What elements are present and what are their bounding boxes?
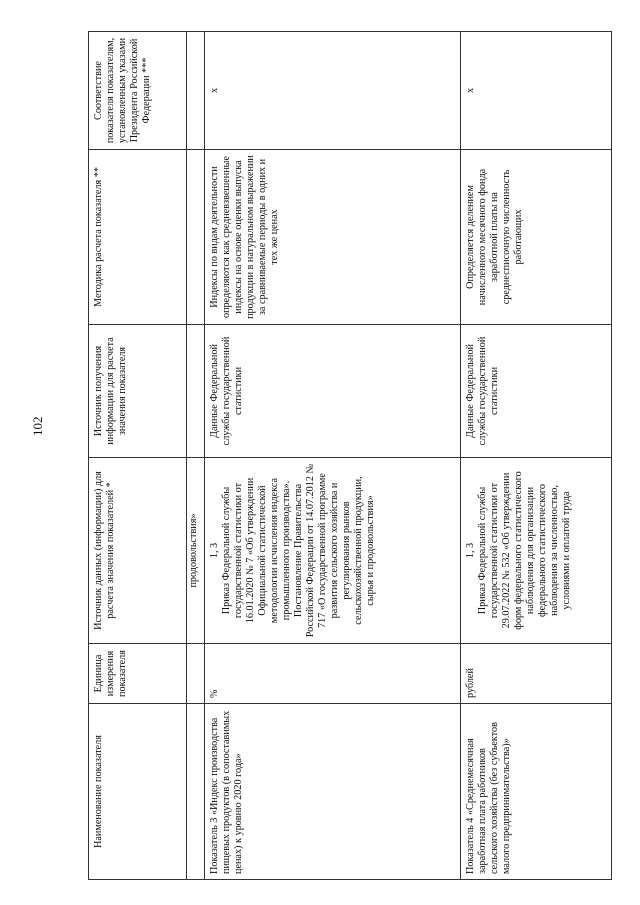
table-cell-empty — [187, 325, 204, 458]
data-source-codes: 1, 3 — [208, 542, 220, 559]
data-source-cell — [204, 458, 460, 644]
header-data-source: Источник данных (информации) для расчета значения показателей * — [89, 458, 187, 644]
unit-cell: рублей — [460, 644, 611, 704]
header-info-source: Источник получения информации для расчета значения показателя — [89, 325, 187, 458]
indicator-name-cell: Показатель 4 «Среднемесячная заработная плата работников сельского хозяйства (без субъектов малого предпринимательства)» — [460, 704, 611, 880]
rotated-table-container — [88, 32, 612, 880]
table-header-row — [89, 32, 187, 880]
compliance-cell: x — [204, 32, 460, 150]
continuation-row — [187, 32, 204, 880]
indicator-name-cell: Показатель 3 «Индекс производства пищевых продуктов (в сопоставимых ценах) к уровню 2020 года» — [204, 704, 460, 880]
unit-cell: % — [204, 644, 460, 704]
table-cell-empty — [187, 704, 204, 880]
table-cell-empty — [187, 644, 204, 704]
header-unit: Единица измерения показателя — [89, 644, 187, 704]
header-compliance: Соответствие показателя показателям, установленным указами Президента Российской Федерации *** — [89, 32, 187, 150]
header-indicator-name: Наименование показателя — [89, 704, 187, 880]
data-source-text: Приказ Федеральной службы государственной статистики от 16.01.2020 № 7 «Об утверждении Официальной статистической методологии исчисления индекса промышленного производства». Постановление Правительства Российской Федерации от 14.07.2012 № 717 «О государственной программе развития сельского хозяйства и регулирования рынков сельскохозяйственной продукции, сырья и продовольствия» — [220, 463, 376, 638]
page-number: 102 — [30, 416, 45, 436]
data-source-cell — [460, 458, 611, 644]
indicators-table — [88, 31, 612, 880]
method-cell: Индексы по видам деятельности определяются как средневзвешенные индексы на основе оценки выпуска продукции в натуральном выражении за сравниваемые периоды в одних и тех же ценах — [204, 150, 460, 325]
compliance-cell: x — [460, 32, 611, 150]
info-source-cell: Данные Федеральной службы государственной статистики — [460, 325, 611, 458]
data-source-text: Приказ Федеральной службы государственной статистики от 29.07.2022 № 532 «Об утверждении форм федерального статистического наблюдения для организации федерального статистического наблюдения за численностью, условиями и оплатой труда — [476, 471, 573, 630]
continuation-text: продовольствия» — [187, 458, 204, 644]
table-cell-empty — [187, 150, 204, 325]
method-cell: Определяется делением начисленного месячного фонда заработной платы на среднесписочную численность работающих — [460, 150, 611, 325]
data-source-codes: 1, 3 — [464, 542, 476, 559]
table-cell-empty — [187, 32, 204, 150]
info-source-cell: Данные Федеральной службы государственной статистики — [204, 325, 460, 458]
table-row — [460, 32, 611, 880]
header-method: Методика расчета показателя ** — [89, 150, 187, 325]
table-row — [204, 32, 460, 880]
